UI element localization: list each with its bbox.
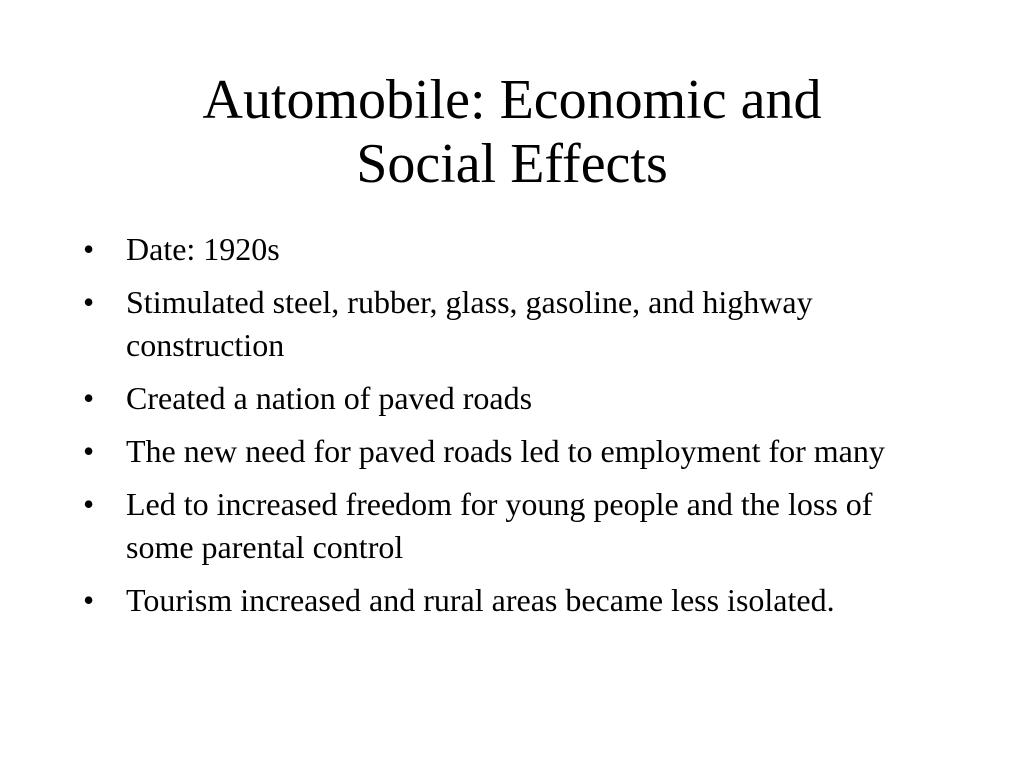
- bullet-text: Tourism increased and rural areas became less isolated.: [126, 582, 835, 618]
- bullet-item: [83, 281, 943, 367]
- bullet-icon: •: [83, 380, 95, 416]
- bullet-text: Date: 1920s: [126, 231, 280, 267]
- bullet-text: Created a nation of paved roads: [126, 380, 533, 416]
- bullet-icon: •: [83, 486, 95, 522]
- bullet-icon: •: [83, 582, 95, 618]
- bullet-text: Led to increased freedom for young people and the loss of some parental control: [126, 486, 873, 565]
- bullet-item: [83, 377, 943, 420]
- bullet-item: [83, 579, 943, 622]
- bullet-icon: •: [83, 284, 95, 320]
- bullet-icon: •: [83, 433, 95, 469]
- bullet-item: [83, 430, 943, 473]
- bullet-item: [83, 483, 943, 569]
- bullet-list: [83, 228, 943, 632]
- bullet-icon: •: [83, 231, 95, 267]
- bullet-text: The new need for paved roads led to employment for many: [126, 433, 885, 469]
- slide-title-line-2: Social Effects: [356, 133, 668, 195]
- slide-title-line-1: Automobile: Economic and: [202, 69, 822, 131]
- slide-title: [0, 68, 1024, 196]
- bullet-text: Stimulated steel, rubber, glass, gasoline, and highway construction: [126, 284, 813, 363]
- bullet-item: [83, 228, 943, 271]
